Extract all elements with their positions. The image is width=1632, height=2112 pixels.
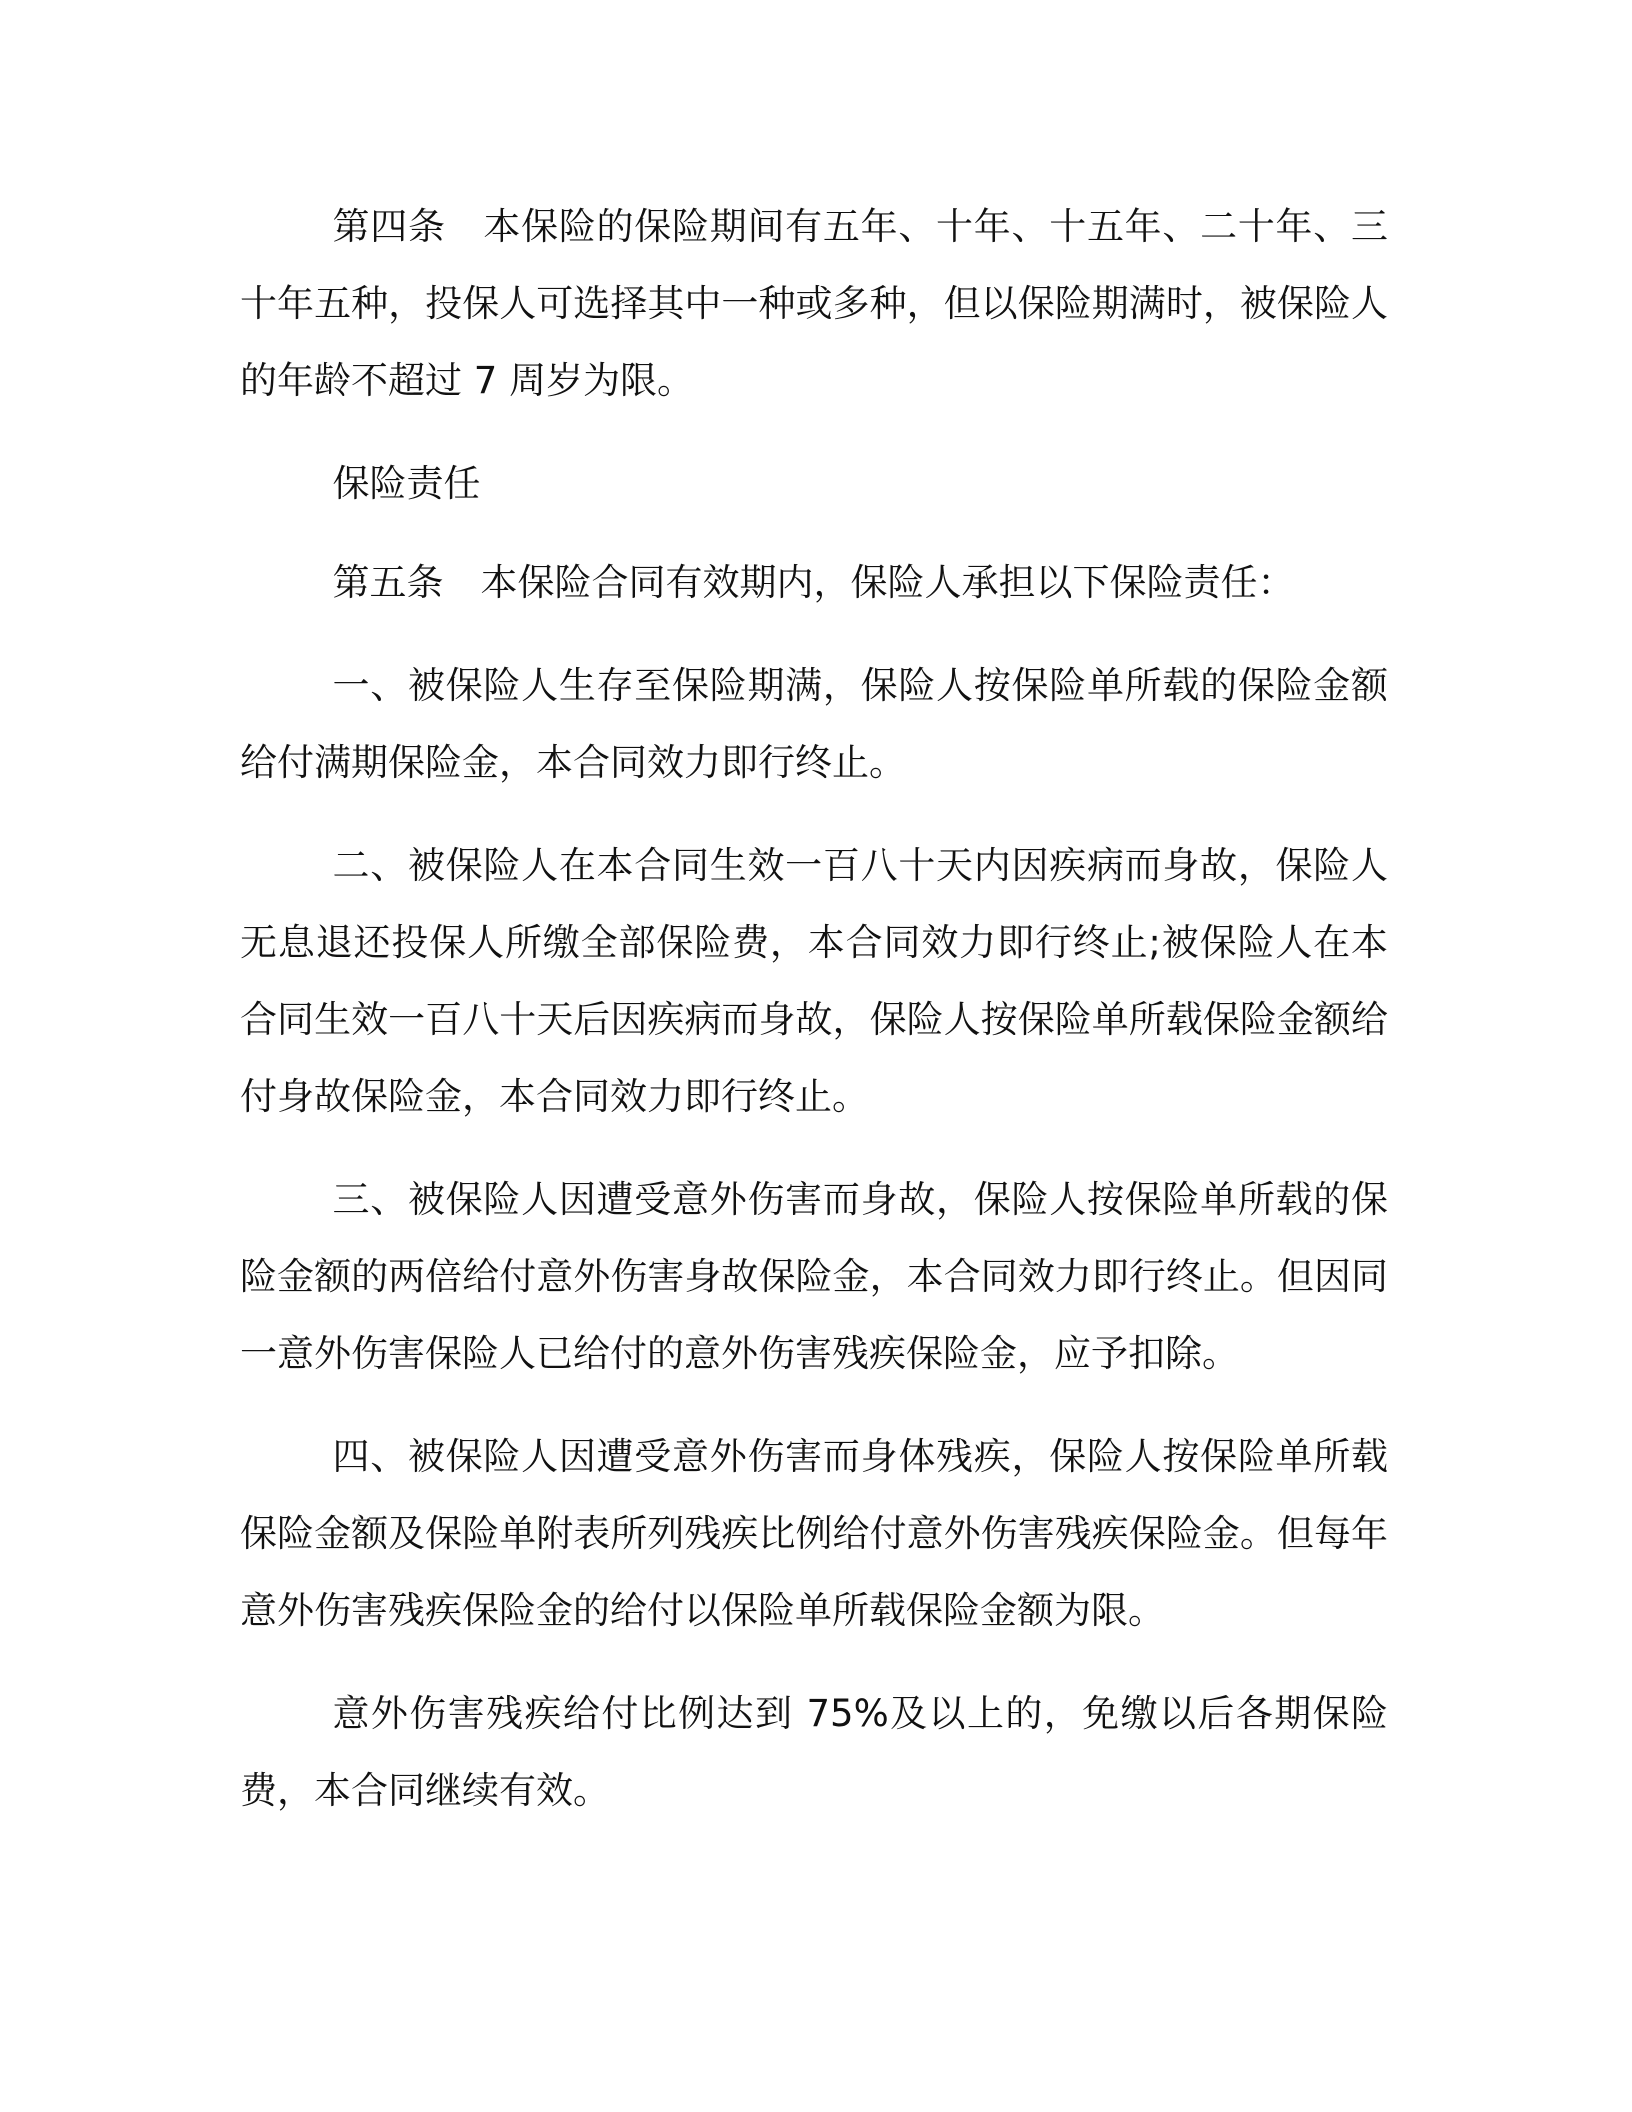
liability-item-2: 二、被保险人在本合同生效一百八十天内因疾病而身故，保险人无息退还投保人所缴全部保险费，本合同效力即行终止;被保险人在本合同生效一百八十天后因疾病而身故，保险人按保险单所载保险金额给付身故保险金，本合同效力即行终止。 (240, 844, 1388, 1118)
premium-waiver-paragraph: 意外伤害残疾给付比例达到 75%及以上的，免缴以后各期保险费，本合同继续有效。 (240, 1692, 1388, 1812)
document-body (240, 188, 1388, 1855)
liability-item-3: 三、被保险人因遭受意外伤害而身故，保险人按保险单所载的保险金额的两倍给付意外伤害身故保险金，本合同效力即行终止。但因同一意外伤害保险人已给付的意外伤害残疾保险金，应予扣除。 (240, 1178, 1388, 1375)
article-4-paragraph: 第四条 本保险的保险期间有五年、十年、十五年、二十年、三十年五种，投保人可选择其中一种或多种，但以保险期满时，被保险人的年龄不超过 7 周岁为限。 (240, 205, 1388, 402)
section-heading-insurance-liability: 保险责任 (332, 462, 481, 505)
liability-item-4: 四、被保险人因遭受意外伤害而身体残疾，保险人按保险单所载保险金额及保险单附表所列残疾比例给付意外伤害残疾保险金。但每年意外伤害残疾保险金的给付以保险单所载保险金额为限。 (240, 1435, 1388, 1632)
liability-item-1: 一、被保险人生存至保险期满，保险人按保险单所载的保险金额给付满期保险金，本合同效力即行终止。 (240, 664, 1388, 784)
article-5-paragraph: 第五条 本保险合同有效期内，保险人承担以下保险责任： (332, 561, 1295, 604)
